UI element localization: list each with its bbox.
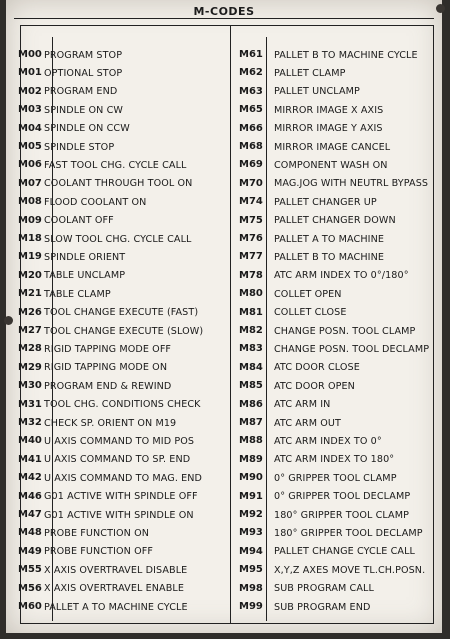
m-code: M27	[18, 325, 42, 336]
m-code-description: G01 ACTIVE WITH SPINDLE ON	[44, 509, 194, 521]
m-code: M94	[239, 545, 263, 557]
column-divider	[230, 25, 231, 623]
m-code: M77	[239, 251, 263, 263]
m-code: M20	[18, 269, 42, 281]
m-code: M08	[18, 196, 42, 208]
m-code: M02	[18, 85, 42, 97]
m-code-description: PALLET UNCLAMP	[274, 86, 360, 98]
m-code-description: OPTIONAL STOP	[44, 67, 123, 79]
m-code-description: G01 ACTIVE WITH SPINDLE OFF	[44, 491, 198, 503]
m-code-description: X AXIS OVERTRAVEL DISABLE	[44, 564, 188, 576]
m-code: M74	[239, 196, 263, 208]
m-code-description: PALLET CLAMP	[274, 67, 346, 79]
m-code-description: FLOOD COOLANT ON	[44, 196, 147, 208]
m-code: M84	[239, 361, 263, 373]
m-code: M04	[18, 122, 42, 134]
m-code-description: SPINDLE ON CCW	[44, 123, 130, 135]
m-code-description: PROBE FUNCTION ON	[44, 527, 150, 539]
m-code: M87	[239, 417, 263, 428]
punch-hole	[436, 4, 445, 13]
m-code: M18	[18, 233, 42, 244]
m-code: M86	[239, 398, 263, 410]
m-code: M61	[239, 49, 263, 60]
m-code-description: PALLET CHANGE CYCLE CALL	[274, 546, 415, 558]
m-code: M69	[239, 159, 263, 171]
m-code-description: ATC ARM INDEX TO 0°/180°	[274, 270, 409, 282]
m-code: M83	[239, 343, 263, 355]
m-code: M29	[18, 361, 42, 373]
m-code: M40	[18, 435, 42, 447]
m-code: M70	[239, 177, 263, 189]
punch-hole	[4, 316, 13, 325]
m-code: M95	[239, 564, 263, 576]
m-code: M28	[18, 343, 42, 355]
m-code-description: TOOL CHANGE EXECUTE (SLOW)	[44, 325, 204, 337]
title-divider	[14, 18, 434, 19]
m-code-description: SPINDLE STOP	[44, 141, 115, 153]
m-code-description: PROBE FUNCTION OFF	[44, 546, 153, 558]
m-code-description: ATC DOOR CLOSE	[274, 362, 360, 374]
m-code: M00	[18, 49, 42, 60]
m-code: M68	[239, 141, 263, 152]
m-code: M21	[18, 288, 42, 300]
m-code: M76	[239, 233, 263, 244]
m-code-description: RIGID TAPPING MODE OFF	[44, 343, 172, 355]
m-code-description: PALLET CHANGER DOWN	[274, 215, 396, 227]
m-code-description: MIRROR IMAGE CANCEL	[274, 141, 391, 153]
m-code-description: SPINDLE ON CW	[44, 104, 123, 116]
m-code-description: U AXIS COMMAND TO MAG. END	[44, 472, 203, 484]
m-code-description: SPINDLE ORIENT	[44, 251, 126, 263]
m-code: M05	[18, 141, 42, 152]
m-code-description: PROGRAM END	[44, 86, 118, 98]
m-code: M98	[239, 582, 263, 594]
m-code-description: 0° GRIPPER TOOL CLAMP	[274, 472, 397, 484]
m-code: M75	[239, 214, 263, 226]
m-code-description: COLLET OPEN	[274, 288, 342, 300]
m-code: M78	[239, 269, 263, 281]
m-code-description: PALLET B TO MACHINE	[274, 251, 385, 263]
m-code: M49	[18, 545, 42, 557]
m-code: M99	[239, 601, 263, 612]
m-code-description: COOLANT OFF	[44, 215, 114, 227]
m-code: M90	[239, 472, 263, 484]
m-code: M46	[18, 490, 42, 502]
m-code-description: COLLET CLOSE	[274, 307, 347, 319]
m-code-description: PALLET A TO MACHINE	[274, 233, 385, 245]
m-code-description: ATC ARM INDEX TO 180°	[274, 454, 395, 466]
m-code-description: SLOW TOOL CHG. CYCLE CALL	[44, 233, 192, 245]
m-code-description: PALLET CHANGER UP	[274, 196, 377, 208]
m-code-description: MIRROR IMAGE X AXIS	[274, 104, 384, 116]
m-code: M07	[18, 177, 42, 189]
m-code: M92	[239, 509, 263, 520]
m-code: M80	[239, 288, 263, 300]
m-code-description: SUB PROGRAM END	[274, 601, 371, 613]
m-code-description: ATC DOOR OPEN	[274, 380, 355, 392]
m-code: M32	[18, 417, 42, 428]
m-code: M41	[18, 453, 42, 465]
m-code: M89	[239, 453, 263, 465]
m-code: M42	[18, 472, 42, 484]
m-code-description: CHANGE POSN. TOOL CLAMP	[274, 325, 416, 337]
m-code-description: 180° GRIPPER TOOL CLAMP	[274, 509, 409, 521]
m-code-description: X AXIS OVERTRAVEL ENABLE	[44, 583, 184, 595]
m-code-description: RIGID TAPPING MODE ON	[44, 362, 168, 374]
m-code-description: MIRROR IMAGE Y AXIS	[274, 123, 383, 135]
m-code-description: ATC ARM IN	[274, 399, 331, 411]
m-code-description: SUB PROGRAM CALL	[274, 583, 374, 595]
m-code: M91	[239, 490, 263, 502]
m-code: M62	[239, 67, 263, 79]
m-code: M55	[18, 564, 42, 576]
m-code: M82	[239, 325, 263, 336]
m-code-description: CHANGE POSN. TOOL DECLAMP	[274, 343, 430, 355]
m-code-description: TOOL CHG. CONDITIONS CHECK	[44, 399, 201, 411]
m-code: M81	[239, 306, 263, 318]
m-code-description: PALLET A TO MACHINE CYCLE	[44, 601, 188, 613]
m-code-description: PROGRAM END & REWIND	[44, 380, 172, 392]
m-code-description: PALLET B TO MACHINE CYCLE	[274, 49, 418, 61]
m-code-description: X,Y,Z AXES MOVE TL.CH.POSN.	[274, 564, 426, 576]
m-code-description: CHECK SP. ORIENT ON M19	[44, 417, 177, 429]
m-code: M66	[239, 122, 263, 134]
m-code: M56	[18, 582, 42, 594]
right-code-divider	[266, 37, 267, 621]
m-code-description: COMPONENT WASH ON	[274, 159, 388, 171]
m-codes-sheet	[6, 0, 442, 633]
m-code: M09	[18, 214, 42, 226]
m-code-description: 0° GRIPPER TOOL DECLAMP	[274, 491, 411, 503]
m-code: M60	[18, 601, 42, 612]
m-code-description: TABLE UNCLAMP	[44, 270, 126, 282]
m-code: M26	[18, 306, 42, 318]
m-code: M01	[18, 67, 42, 79]
m-code: M47	[18, 509, 42, 520]
m-code: M48	[18, 527, 42, 539]
m-code-description: U AXIS COMMAND TO MID POS	[44, 435, 195, 447]
m-code-description: TOOL CHANGE EXECUTE (FAST)	[44, 307, 199, 319]
m-code: M19	[18, 251, 42, 263]
m-code-description: FAST TOOL CHG. CYCLE CALL	[44, 159, 187, 171]
m-code-description: COOLANT THROUGH TOOL ON	[44, 178, 193, 190]
m-code: M63	[239, 85, 263, 97]
m-code-description: U AXIS COMMAND TO SP. END	[44, 454, 191, 466]
m-code: M30	[18, 380, 42, 392]
m-code: M85	[239, 380, 263, 392]
m-code-description: 180° GRIPPER TOOL DECLAMP	[274, 527, 423, 539]
m-code: M65	[239, 104, 263, 116]
m-code-description: MAG.JOG WITH NEUTRL BYPASS	[274, 178, 429, 190]
m-code: M03	[18, 104, 42, 116]
m-code: M93	[239, 527, 263, 539]
m-code-description: ATC ARM INDEX TO 0°	[274, 435, 382, 447]
m-code: M88	[239, 435, 263, 447]
m-code: M06	[18, 159, 42, 171]
m-code: M31	[18, 398, 42, 410]
page-title: M-CODES	[193, 5, 255, 18]
m-code-description: ATC ARM OUT	[274, 417, 341, 429]
m-code-description: TABLE CLAMP	[44, 288, 111, 300]
m-code-description: PROGRAM STOP	[44, 49, 123, 61]
